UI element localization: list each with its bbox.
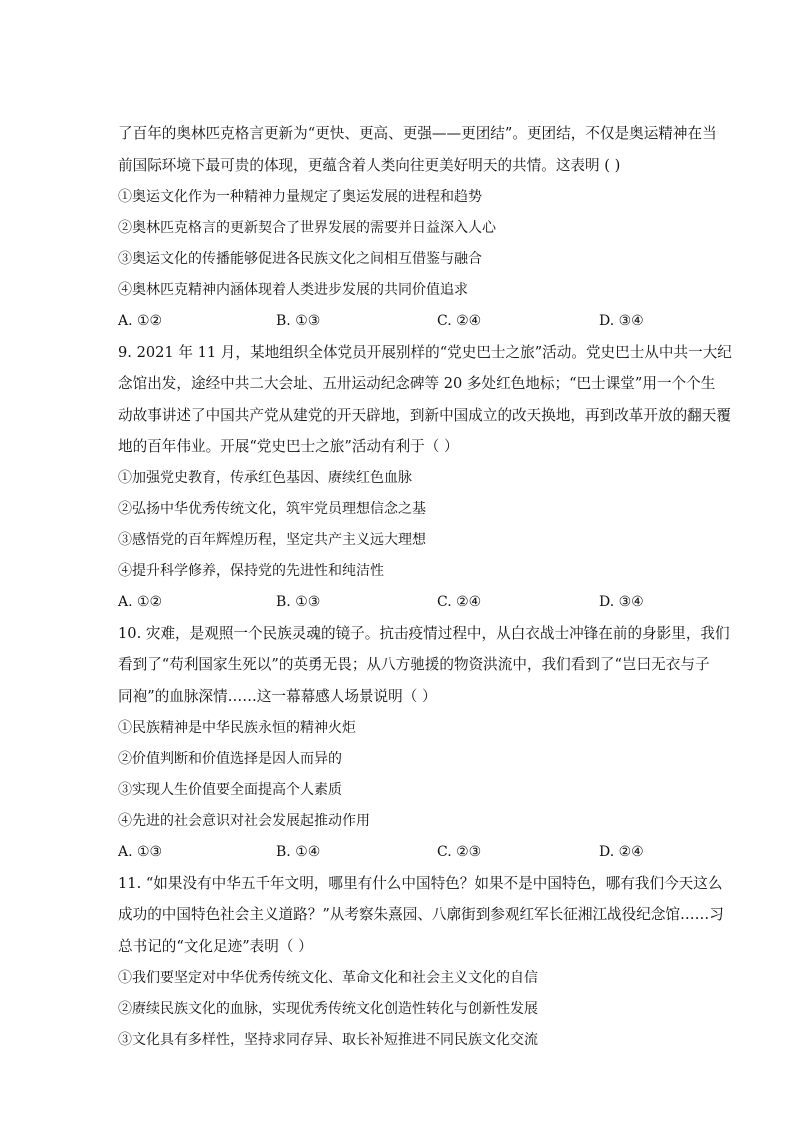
question-9-stem-line-2: 念馆出发，途经中共二大会址、五卅运动纪念碑等 20 多处红色地标；“巴士课堂”用一个个生: [118, 375, 716, 392]
question-9-statement-1: ①加强党史教育，传承红色基因、赓续红色血脉: [118, 470, 412, 486]
question-8-statement-3: ③奥运文化的传播能够促进各民族文化之间相互借鉴与融合: [118, 251, 482, 267]
question-10-option-d: D. ②④: [599, 844, 644, 860]
question-8-option-a: A. ①②: [118, 313, 163, 329]
question-9-statement-2: ②弘扬中华优秀传统文化，筑牢党员理想信念之基: [118, 501, 426, 517]
question-8-statement-4: ④奥林匹克精神内涵体现着人类进步发展的共同价值追求: [118, 282, 468, 298]
question-9-statement-3: ③感悟党的百年辉煌历程，坚定共产主义远大理想: [118, 532, 426, 548]
question-10-option-b: B. ①④: [276, 844, 321, 860]
question-11-statement-1: ①我们要坚定对中华优秀传统文化、革命文化和社会主义文化的自信: [118, 970, 538, 986]
question-8-statement-2: ②奥林匹克格言的更新契合了世界发展的需要并日益深入人心: [118, 220, 496, 236]
question-8-option-c: C. ②④: [437, 313, 482, 329]
question-11-stem-line-1: 11. “如果没有中华五千年文明，哪里有什么中国特色？如果不是中国特色，哪有我们今天这么: [118, 875, 723, 892]
question-9-option-b: B. ①③: [276, 594, 321, 610]
question-9-stem-line-4: 地的百年伟业。开展“党史巴士之旅”活动有利于（ ）: [118, 438, 459, 455]
question-11-stem-line-2: 成功的中国特色社会主义道路？”从考察朱熹园、八廓街到参观红军长征湘江战役纪念馆……习: [118, 906, 724, 923]
question-8-option-d: D. ③④: [599, 313, 644, 329]
question-9-stem-line-1: 9. 2021 年 11 月，某地组织全体党员开展别样的“党史巴士之旅”活动。党史巴士从中共一大纪: [118, 344, 732, 361]
question-9-option-c: C. ②④: [437, 594, 482, 610]
question-10-option-a: A. ①③: [118, 844, 163, 860]
question-8-statement-1: ①奥运文化作为一种精神力量规定了奥运发展的进程和趋势: [118, 189, 482, 205]
question-10-stem-line-3: 同袍”的血脉深情……这一幕幕感人场景说明（ ）: [118, 688, 437, 705]
question-9-statement-4: ④提升科学修养，保持党的先进性和纯洁性: [118, 563, 384, 579]
question-8-stem-line-2: 前国际环境下最可贵的体现，更蕴含着人类向往更美好明天的共情。这表明 ( ): [118, 157, 621, 174]
question-10-stem-line-1: 10. 灾难，是观照一个民族灵魂的镜子。抗击疫情过程中，从白衣战士冲锋在前的身影里，我们: [118, 625, 730, 642]
question-10-stem-line-2: 看到了“苟利国家生死以”的英勇无畏；从八方驰援的物资洪流中，我们看到了“岂曰无衣与子: [118, 656, 710, 673]
question-10-option-c: C. ②③: [437, 844, 482, 860]
question-9-stem-line-3: 动故事讲述了中国共产党从建党的开天辟地，到新中国成立的改天换地，再到改革开放的翻天覆: [118, 407, 731, 424]
question-8-stem-line-1: 了百年的奥林匹克格言更新为“更快、更高、更强——更团结”。更团结，不仅是奥运精神在当: [118, 125, 717, 142]
question-10-statement-3: ③实现人生价值要全面提高个人素质: [118, 782, 342, 798]
question-11-statement-3: ③文化具有多样性，坚持求同存异、取长补短推进不同民族文化交流: [118, 1032, 538, 1048]
question-10-statement-4: ④先进的社会意识对社会发展起推动作用: [118, 813, 370, 829]
question-11-statement-2: ②赓续民族文化的血脉，实现优秀传统文化创造性转化与创新性发展: [118, 1001, 538, 1017]
question-10-statement-1: ①民族精神是中华民族永恒的精神火炬: [118, 720, 356, 736]
question-8-option-b: B. ①③: [276, 313, 321, 329]
question-11-stem-line-3: 总书记的“文化足迹”表明（ ）: [118, 938, 313, 955]
question-9-option-a: A. ①②: [118, 594, 163, 610]
question-10-statement-2: ②价值判断和价值选择是因人而异的: [118, 751, 342, 767]
question-9-option-d: D. ③④: [599, 594, 644, 610]
